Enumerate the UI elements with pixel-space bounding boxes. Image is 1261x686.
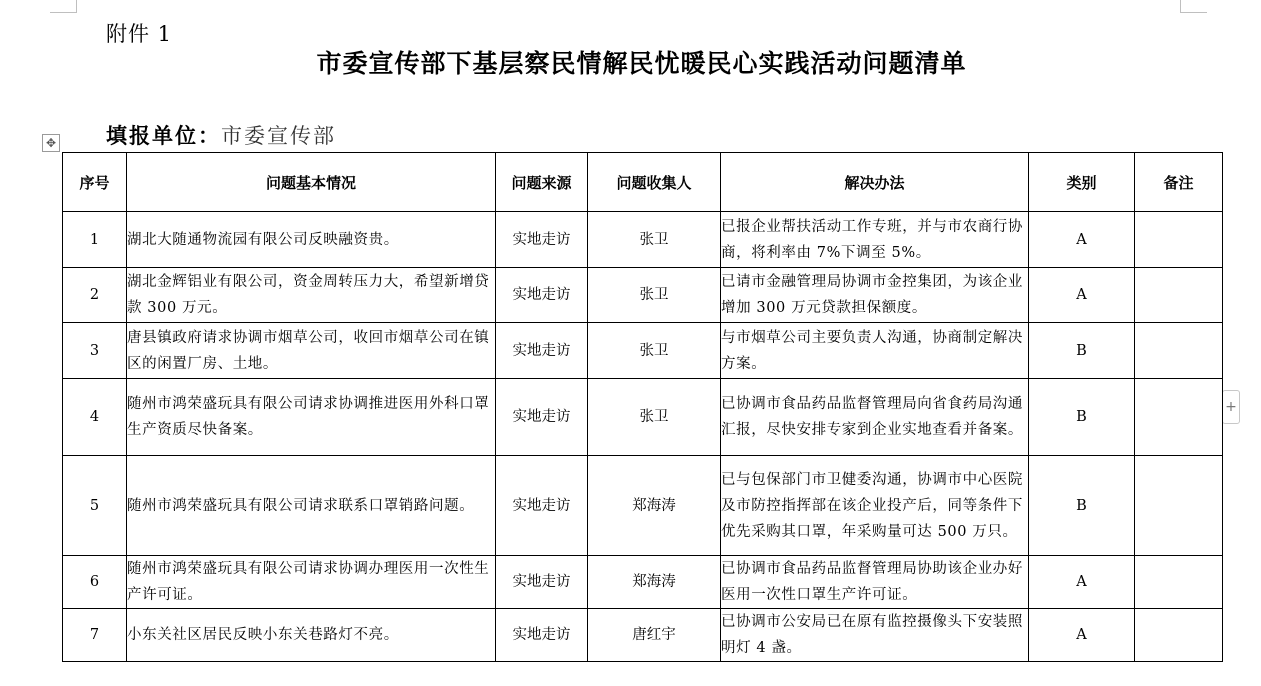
cell-remark xyxy=(1135,609,1223,662)
cell-solution: 已请市金融管理局协调市金控集团，为该企业增加 300 万元贷款担保额度。 xyxy=(721,268,1029,323)
cell-source: 实地走访 xyxy=(496,212,588,268)
table-row xyxy=(63,323,1223,379)
cell-description: 唐县镇政府请求协调市烟草公司，收回市烟草公司在镇区的闲置厂房、土地。 xyxy=(127,323,496,379)
cell-seq: 5 xyxy=(63,456,127,556)
cell-collector: 张卫 xyxy=(588,212,721,268)
table-header-row xyxy=(63,153,1223,212)
cell-solution: 已协调市食品药品监督管理局向省食药局沟通汇报，尽快安排专家到企业实地查看并备案。 xyxy=(721,379,1029,456)
cell-collector: 张卫 xyxy=(588,323,721,379)
cell-collector: 郑海涛 xyxy=(588,456,721,556)
cell-remark xyxy=(1135,268,1223,323)
cell-category: A xyxy=(1029,556,1135,609)
cell-collector: 郑海涛 xyxy=(588,556,721,609)
attachment-label: 附件 1 xyxy=(106,22,173,46)
reporting-unit-label: 填报单位： xyxy=(106,123,221,148)
cell-description: 湖北金辉铝业有限公司，资金周转压力大，希望新增贷款 300 万元。 xyxy=(127,268,496,323)
cell-source: 实地走访 xyxy=(496,556,588,609)
cell-category: B xyxy=(1029,456,1135,556)
table-row xyxy=(63,609,1223,662)
cell-description: 随州市鸿荣盛玩具有限公司请求联系口罩销路问题。 xyxy=(127,456,496,556)
cell-category: B xyxy=(1029,379,1135,456)
cell-category: B xyxy=(1029,323,1135,379)
cell-seq: 1 xyxy=(63,212,127,268)
cell-description: 随州市鸿荣盛玩具有限公司请求协调办理医用一次性生产许可证。 xyxy=(127,556,496,609)
cell-source: 实地走访 xyxy=(496,323,588,379)
cell-collector: 唐红宇 xyxy=(588,609,721,662)
table-row xyxy=(63,556,1223,609)
column-header: 问题收集人 xyxy=(588,153,721,212)
margin-corner-mark-right xyxy=(1180,0,1207,13)
cell-collector: 张卫 xyxy=(588,379,721,456)
cell-seq: 3 xyxy=(63,323,127,379)
cell-remark xyxy=(1135,556,1223,609)
cell-source: 实地走访 xyxy=(496,379,588,456)
margin-corner-mark-left xyxy=(50,0,77,13)
cell-collector: 张卫 xyxy=(588,268,721,323)
table-move-handle-icon[interactable]: ✥ xyxy=(42,134,60,152)
cell-remark xyxy=(1135,456,1223,556)
column-header: 解决办法 xyxy=(721,153,1029,212)
column-header: 备注 xyxy=(1135,153,1223,212)
cell-seq: 7 xyxy=(63,609,127,662)
cell-source: 实地走访 xyxy=(496,268,588,323)
cell-solution: 已与包保部门市卫健委沟通，协调市中心医院及市防控指挥部在该企业投产后，同等条件下优先采购其口罩，年采购量可达 500 万只。 xyxy=(721,456,1029,556)
table-row xyxy=(63,456,1223,556)
cell-description: 小东关社区居民反映小东关巷路灯不亮。 xyxy=(127,609,496,662)
reporting-unit-value: 市委宣传部 xyxy=(221,124,336,148)
table-row xyxy=(63,268,1223,323)
cell-source: 实地走访 xyxy=(496,456,588,556)
cell-category: A xyxy=(1029,212,1135,268)
table-row xyxy=(63,212,1223,268)
cell-solution: 已协调市公安局已在原有监控摄像头下安装照明灯 4 盏。 xyxy=(721,609,1029,662)
cell-seq: 6 xyxy=(63,556,127,609)
cell-seq: 2 xyxy=(63,268,127,323)
cell-remark xyxy=(1135,323,1223,379)
column-header: 问题基本情况 xyxy=(127,153,496,212)
reporting-unit xyxy=(106,120,336,150)
cell-description: 随州市鸿荣盛玩具有限公司请求协调推进医用外科口罩生产资质尽快备案。 xyxy=(127,379,496,456)
cell-solution: 已报企业帮扶活动工作专班，并与市农商行协商，将利率由 7%下调至 5%。 xyxy=(721,212,1029,268)
column-header: 问题来源 xyxy=(496,153,588,212)
cell-description: 湖北大随通物流园有限公司反映融资贵。 xyxy=(127,212,496,268)
add-column-plus-icon[interactable]: + xyxy=(1222,390,1240,424)
cell-remark xyxy=(1135,379,1223,456)
cell-solution: 已协调市食品药品监督管理局协助该企业办好医用一次性口罩生产许可证。 xyxy=(721,556,1029,609)
cell-category: A xyxy=(1029,268,1135,323)
document-title: 市委宣传部下基层察民情解民忧暖民心实践活动问题清单 xyxy=(316,49,967,78)
column-header: 序号 xyxy=(63,153,127,212)
cell-source: 实地走访 xyxy=(496,609,588,662)
table-row xyxy=(63,379,1223,456)
cell-category: A xyxy=(1029,609,1135,662)
cell-solution: 与市烟草公司主要负责人沟通，协商制定解决方案。 xyxy=(721,323,1029,379)
cell-remark xyxy=(1135,212,1223,268)
column-header: 类别 xyxy=(1029,153,1135,212)
cell-seq: 4 xyxy=(63,379,127,456)
issue-list-table xyxy=(62,152,1223,662)
